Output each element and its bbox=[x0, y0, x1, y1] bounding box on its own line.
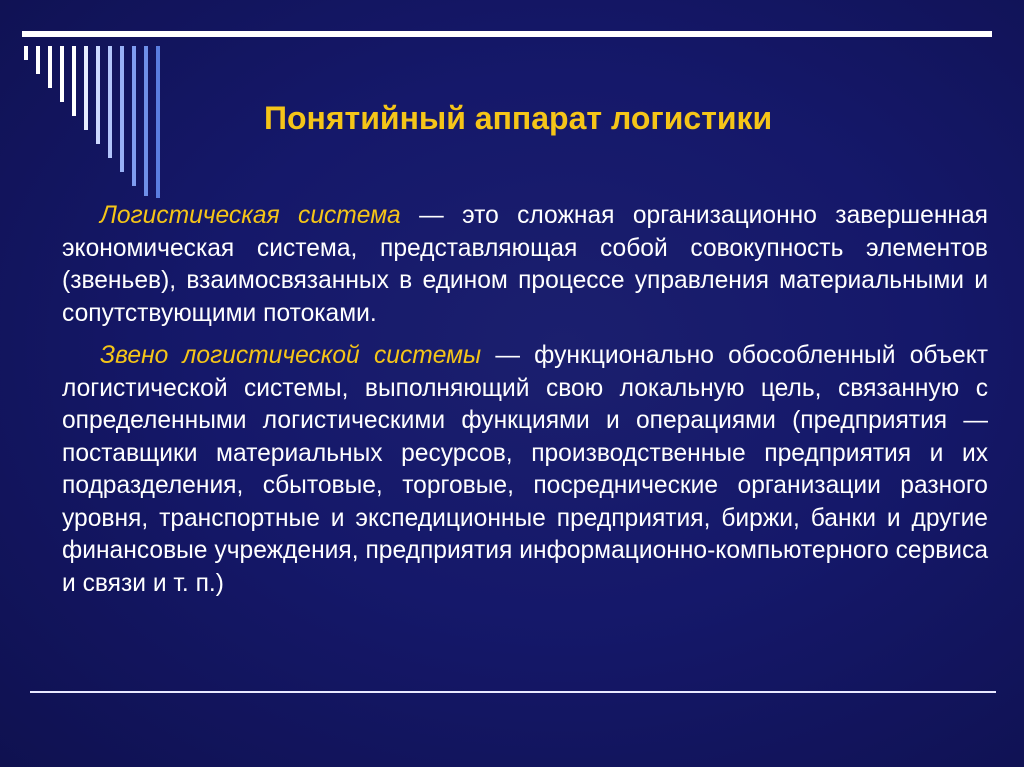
definition-system-link: — функционально обособленный объект логистической системы, выполняющий свою локальную цель, связанную с определенными логистическими функциями и операциями (предприятия — поставщики материальных ресурсов, производственные предприятия и их подразделения, сбытовые, торговые, посреднические организации разного уровня, транспортные и экспедиционные предприятия, биржи, банки и другие финансовые учреждения, предприятия информационно-компьютерного сервиса и связи и т. п.) bbox=[62, 342, 988, 597]
stripe bbox=[72, 46, 76, 116]
stripe bbox=[96, 46, 100, 144]
stripe bbox=[24, 46, 28, 60]
definition-logistic-system: — это сложная организационно завершенная экономическая система, представляющая собой совокупность элементов (звеньев), взаимосвязанных в едином процессе управления материальными и сопутствующими потоками. bbox=[62, 202, 988, 327]
slide-title: Понятийный аппарат логистики bbox=[264, 100, 773, 136]
term-logistic-system: Логистическая система bbox=[100, 202, 401, 229]
term-system-link: Звено логистической системы bbox=[100, 342, 482, 369]
decorative-stripes bbox=[0, 0, 200, 210]
stripe bbox=[36, 46, 40, 74]
stripe bbox=[60, 46, 64, 102]
paragraph-system-link bbox=[62, 340, 988, 600]
body-text bbox=[62, 200, 988, 610]
paragraph-logistic-system bbox=[62, 200, 988, 330]
stripe bbox=[120, 46, 124, 172]
stripe bbox=[132, 46, 136, 186]
stripe bbox=[84, 46, 88, 130]
stripe bbox=[156, 46, 160, 198]
stripe bbox=[48, 46, 52, 88]
stripe bbox=[144, 46, 148, 196]
bottom-divider-line bbox=[30, 691, 996, 693]
stripe bbox=[108, 46, 112, 158]
